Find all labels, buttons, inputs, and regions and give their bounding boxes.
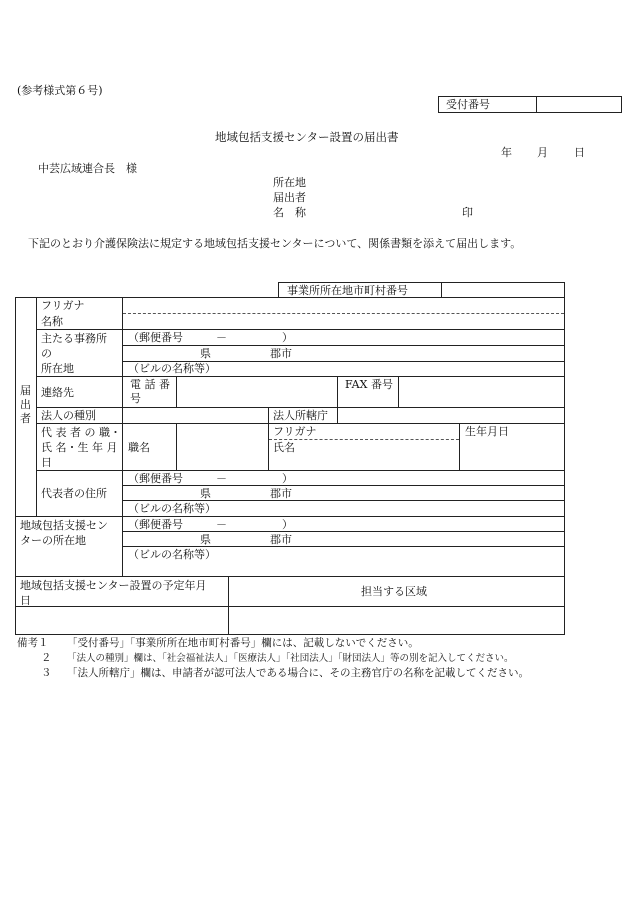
center-postal-code: （郵便番号 － ）	[128, 518, 293, 531]
seal-mark: 印	[462, 206, 473, 219]
center-building-label: （ビルの名称等）	[128, 548, 216, 561]
center-location-label: 地域包括支援セン ターの所在地	[20, 519, 108, 547]
note-1-number: 備考１	[17, 637, 49, 649]
corp-agency-label: 法人所轄庁	[273, 409, 328, 422]
note-2-number: ２	[41, 652, 52, 664]
municipality-number-label: 事業所所在地市町村番号	[287, 284, 408, 297]
note-3-number: ３	[41, 667, 52, 679]
office-city-label: 郡市	[270, 347, 292, 360]
main-office-label: 主たる事務所 の 所在地	[41, 332, 107, 375]
submitter-location-label: 所在地	[273, 176, 306, 189]
service-area-label: 担当する区域	[361, 585, 427, 598]
rep-address-label: 代表者の住所	[41, 487, 107, 500]
rep-prefecture-label: 県	[200, 487, 211, 500]
note-2-text: 「法人の種別」欄は、「社会福祉法人」「医療法人」「社団法人」「財団法人」等の別を記入してください。	[67, 653, 514, 664]
rep-postal-code: （郵便番号 － ）	[128, 472, 293, 485]
rep-furigana-label: フリガナ	[273, 425, 317, 438]
contact-label: 連絡先	[41, 386, 74, 399]
position-label: 職名	[128, 441, 150, 454]
receipt-number-label: 受付番号	[446, 98, 490, 111]
center-prefecture-label: 県	[200, 533, 211, 546]
representative-label: 代 表 者 の 職・ 氏 名・生 年 月 日	[41, 426, 121, 469]
corp-type-label: 法人の種別	[41, 409, 96, 422]
applicant-vertical-label: 届 出 者	[20, 384, 31, 425]
name-label: 名称	[41, 315, 63, 328]
date-day: 日	[574, 146, 585, 159]
addressee: 中芸広域連合長 様	[38, 162, 137, 175]
rep-name-label: 氏名	[273, 441, 295, 454]
rep-city-label: 郡市	[270, 487, 292, 500]
birthdate-label: 生年月日	[465, 425, 509, 438]
office-postal-code: （郵便番号 － ）	[128, 331, 293, 344]
note-3-text: 「法人所轄庁」欄は、申請者が認可法人である場合に、その主務官庁の名称を記載してください。	[67, 667, 529, 679]
rep-building-label: （ビルの名称等）	[128, 502, 216, 515]
center-city-label: 郡市	[270, 533, 292, 546]
office-building-label: （ビルの名称等）	[128, 362, 216, 375]
intro-text: 下記のとおり介護保険法に規定する地域包括支援センターについて、関係書類を添えて届出します。	[28, 237, 522, 250]
office-prefecture-label: 県	[200, 347, 211, 360]
furigana-label: フリガナ	[41, 299, 85, 312]
document-title: 地域包括支援センター設置の届出書	[215, 130, 399, 144]
note-1-text: 「受付番号」「事業所所在地市町村番号」欄には、記載しないでください。	[67, 637, 419, 649]
planned-date-label: 地域包括支援センター設置の予定年月 日	[20, 579, 207, 607]
date-year: 年	[501, 146, 512, 159]
date-month: 月	[537, 146, 548, 159]
submitter-name-label: 名 称	[273, 206, 306, 219]
phone-label: 電 話 番 号	[130, 378, 170, 405]
form-number: (参考様式第６号)	[17, 84, 103, 97]
submitter-applicant-label: 届出者	[273, 191, 306, 204]
fax-label: FAX 番号	[345, 378, 393, 391]
